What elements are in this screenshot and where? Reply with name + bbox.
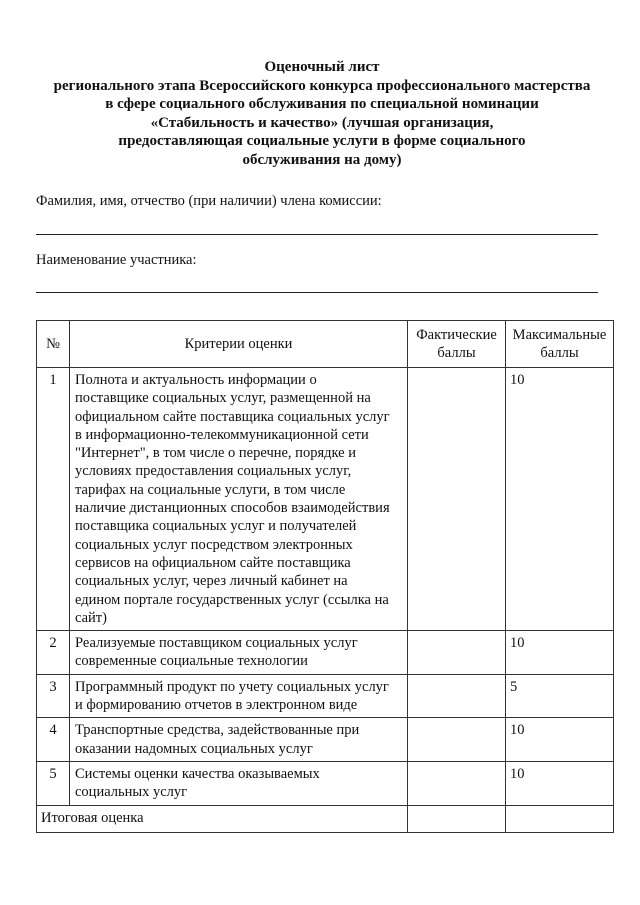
title-line: в сфере социального обслуживания по специальной номинации (105, 96, 539, 113)
total-label: Итоговая оценка (37, 805, 408, 832)
title-line: регионального этапа Всероссийского конкурса профессионального мастерства (53, 77, 591, 94)
participant-name-label: Наименование участника: (36, 252, 197, 268)
title-line: «Стабильность и качество» (лучшая организация, (150, 114, 494, 131)
criteria-line: поставщика социальных услуг и получателей (75, 518, 357, 535)
actual-score-cell[interactable] (408, 761, 506, 805)
criteria-line: современные социальные технологии (75, 653, 308, 670)
total-max-cell (506, 805, 614, 832)
header-criteria: Критерии оценки (70, 321, 408, 368)
member-name-label: Фамилия, имя, отчество (при наличии) члена комиссии: (36, 193, 382, 209)
row-number: 3 (37, 674, 70, 718)
max-score-cell: 10 (506, 631, 614, 675)
table-row (37, 674, 614, 718)
criteria-cell (70, 631, 408, 675)
criteria-line: "Интернет", в том числе о перечне, порядке и (75, 445, 356, 462)
criteria-cell (70, 368, 408, 631)
header-number: № (37, 321, 70, 368)
criteria-line: Системы оценки качества оказываемых (75, 765, 320, 782)
criteria-line: тарифах на социальные услуги, в том числе (75, 481, 346, 498)
criteria-line: официальном сайте поставщика социальных услуг (75, 408, 390, 425)
actual-score-cell[interactable] (408, 674, 506, 718)
total-actual-cell[interactable] (408, 805, 506, 832)
title-line: обслуживания на дому) (242, 151, 402, 168)
row-number: 1 (37, 368, 70, 631)
criteria-line: сервисов на официальном сайте поставщика (75, 554, 351, 571)
max-score-cell: 10 (506, 718, 614, 762)
criteria-line: условиях предоставления социальных услуг, (75, 463, 352, 480)
evaluation-table (36, 320, 614, 833)
table-row (37, 631, 614, 675)
criteria-cell (70, 718, 408, 762)
actual-score-cell[interactable] (408, 368, 506, 631)
criteria-cell (70, 761, 408, 805)
criteria-line: Реализуемые поставщиком социальных услуг (75, 635, 358, 652)
row-number: 4 (37, 718, 70, 762)
actual-score-cell[interactable] (408, 718, 506, 762)
page-title (30, 58, 614, 170)
row-number: 5 (37, 761, 70, 805)
max-score-cell: 10 (506, 368, 614, 631)
criteria-line: социальных услуг, через личный кабинет на (75, 573, 348, 590)
table-row (37, 761, 614, 805)
criteria-line: социальных услуг посредством электронных (75, 536, 353, 553)
criteria-line: Полнота и актуальность информации о (75, 372, 317, 388)
title-line: предоставляющая социальные услуги в форме социального (118, 133, 526, 150)
title-line: Оценочный лист (264, 59, 380, 75)
row-number: 2 (37, 631, 70, 675)
actual-score-cell[interactable] (408, 631, 506, 675)
table-row (37, 368, 614, 631)
total-row (37, 805, 614, 832)
header-max-score: Максимальные баллы (506, 321, 614, 368)
criteria-cell (70, 674, 408, 718)
table-header-row (37, 321, 614, 368)
criteria-line: поставщике социальных услуг, размещенной на (75, 390, 371, 407)
criteria-line: в информационно-телекоммуникационной сети (75, 426, 369, 443)
table-row (37, 718, 614, 762)
max-score-cell: 10 (506, 761, 614, 805)
criteria-line: едином портале государственных услуг (ссылка на (75, 591, 389, 608)
header-actual-score: Фактические баллы (408, 321, 506, 368)
member-name-line[interactable] (36, 234, 598, 235)
participant-name-line[interactable] (36, 292, 598, 293)
criteria-line: наличие дистанционных способов взаимодействия (75, 500, 390, 517)
criteria-line: Программный продукт по учету социальных услуг (75, 678, 389, 695)
criteria-line: социальных услуг (75, 784, 188, 801)
criteria-line: и формированию отчетов в электронном виде (75, 697, 358, 714)
max-score-cell: 5 (506, 674, 614, 718)
criteria-line: Транспортные средства, задействованные при (75, 722, 360, 739)
criteria-line: оказании надомных социальных услуг (75, 740, 313, 757)
criteria-line: сайт) (75, 609, 107, 626)
